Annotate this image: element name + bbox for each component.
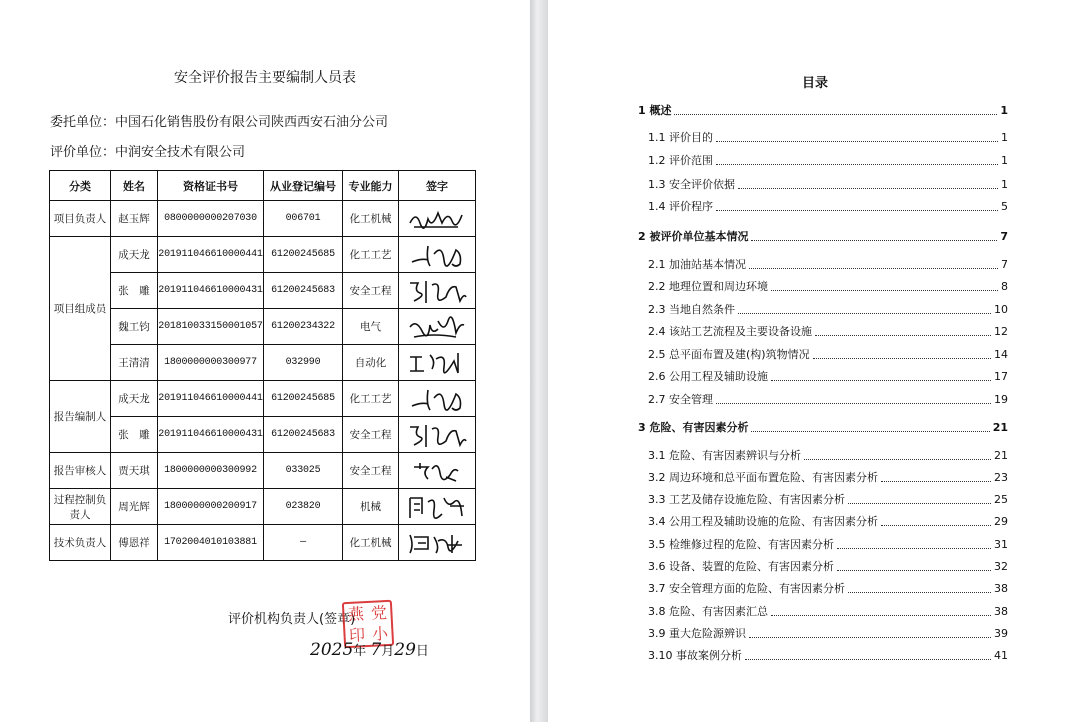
table-row: [50, 417, 476, 453]
date-year-unit: 年: [353, 644, 367, 659]
name-cell: 傅恩祥: [111, 525, 158, 561]
toc-leader-dots: [881, 468, 991, 482]
skill-cell: 安全工程: [343, 273, 399, 309]
table-row: [50, 489, 476, 525]
signature-cell: [399, 273, 476, 309]
toc-entry-page: 23: [994, 471, 1008, 484]
toc-entry-page: 31: [994, 538, 1008, 551]
toc-chapter-entry[interactable]: [638, 100, 1008, 118]
toc-entry-label: 2.5 总平面布置及建(构)筑物情况: [648, 348, 810, 361]
signature-cell: [399, 453, 476, 489]
name-cell: 贾天琪: [111, 453, 158, 489]
signature-cell: [399, 309, 476, 345]
signature-cell: [399, 237, 476, 273]
category-cell: 项目负责人: [50, 201, 111, 237]
header-signature: 签字: [399, 171, 476, 201]
name-cell: 周光辉: [111, 489, 158, 525]
toc-entry-page: 1: [1001, 154, 1008, 167]
sign-date: [310, 640, 429, 660]
cert-cell: 201911046610000441: [158, 237, 264, 273]
toc-entry-page: 12: [994, 325, 1008, 338]
toc-section-entry[interactable]: [648, 254, 1008, 272]
skill-cell: 化工工艺: [343, 381, 399, 417]
evaluator-label: 评价单位：: [50, 145, 116, 160]
cert-cell: 201911046610000431: [158, 273, 264, 309]
category-cell: 项目组成员: [50, 237, 111, 381]
toc-entry-label: 2.1 加油站基本情况: [648, 258, 746, 271]
toc-section-entry[interactable]: [648, 344, 1008, 362]
toc-leader-dots: [771, 277, 998, 291]
toc-section-entry[interactable]: [648, 556, 1008, 574]
toc-section-entry[interactable]: [648, 321, 1008, 339]
toc-entry-page: 1: [1001, 131, 1008, 144]
toc-leader-dots: [749, 624, 991, 638]
reg-cell: 61200245685: [264, 381, 343, 417]
toc-leader-dots: [738, 300, 991, 314]
toc-entry-page: 1: [1001, 178, 1008, 191]
table-row: [50, 453, 476, 489]
toc-leader-dots: [674, 101, 997, 115]
handwritten-signature: [404, 277, 470, 305]
toc-entry-label: 3.9 重大危险源辨识: [648, 627, 746, 640]
toc-entry-label: 1.1 评价目的: [648, 131, 713, 144]
toc-entry-label: 3.2 周边环境和总平面布置危险、有害因素分析: [648, 471, 878, 484]
toc-leader-dots: [881, 512, 991, 526]
handwritten-signature: [404, 240, 470, 270]
client-value: 中国石化销售股份有限公司陕西西安石油分公司: [115, 115, 389, 130]
toc-entry-page: 5: [1001, 200, 1008, 213]
toc-leader-dots: [804, 446, 991, 460]
name-cell: 赵玉辉: [111, 201, 158, 237]
handwritten-signature: [404, 349, 470, 377]
date-month-unit: 月: [381, 644, 395, 659]
toc-entry-page: 8: [1001, 280, 1008, 293]
skill-cell: 自动化: [343, 345, 399, 381]
category-cell: 报告编制人: [50, 381, 111, 453]
toc-entry-page: 29: [994, 515, 1008, 528]
handwritten-signature: [404, 492, 470, 522]
toc-section-entry[interactable]: [648, 489, 1008, 507]
evaluator-unit-line: [50, 141, 245, 160]
skill-cell: 机械: [343, 489, 399, 525]
page-gutter: [530, 0, 548, 722]
toc-section-entry[interactable]: [648, 601, 1008, 619]
toc-leader-dots: [771, 367, 991, 381]
signature-cell: [399, 201, 476, 237]
toc-leader-dots: [745, 646, 991, 660]
toc-leader-dots: [716, 197, 998, 211]
date-day: 29: [394, 640, 416, 660]
category-cell: 报告审核人: [50, 453, 111, 489]
reg-cell: 006701: [264, 201, 343, 237]
table-row: [50, 525, 476, 561]
reg-cell: 033025: [264, 453, 343, 489]
skill-cell: 化工工艺: [343, 237, 399, 273]
toc-section-entry[interactable]: [648, 645, 1008, 663]
toc-leader-dots: [749, 255, 998, 269]
table-row: [50, 381, 476, 417]
toc-entry-page: 19: [994, 393, 1008, 406]
toc-entry-label: 2.7 安全管理: [648, 393, 713, 406]
stamp-char: 印: [348, 624, 366, 645]
name-cell: 成天龙: [111, 381, 158, 417]
toc-leader-dots: [751, 418, 989, 432]
toc-entry-label: 3.7 安全管理方面的危险、有害因素分析: [648, 582, 845, 595]
toc-leader-dots: [837, 535, 991, 549]
toc-entry-label: 2.4 该站工艺流程及主要设备设施: [648, 325, 812, 338]
toc-entry-page: 7: [1000, 230, 1008, 243]
staff-table-title: 安全评价报告主要编制人员表: [174, 70, 356, 86]
table-row: [50, 345, 476, 381]
skill-cell: 电气: [343, 309, 399, 345]
header-category: 分类: [50, 171, 111, 201]
toc-section-entry[interactable]: [648, 578, 1008, 596]
toc-section-entry[interactable]: [648, 174, 1008, 192]
toc-entry-page: 17: [994, 370, 1008, 383]
skill-cell: 安全工程: [343, 417, 399, 453]
table-row: [50, 201, 476, 237]
toc-entry-page: 14: [994, 348, 1008, 361]
handwritten-signature: [404, 457, 470, 485]
toc-entry-label: 3.3 工艺及储存设施危险、有害因素分析: [648, 493, 845, 506]
toc-section-entry[interactable]: [648, 467, 1008, 485]
reg-cell: 61200245683: [264, 417, 343, 453]
category-cell: 技术负责人: [50, 525, 111, 561]
name-cell: 魏工钧: [111, 309, 158, 345]
toc-section-entry[interactable]: [648, 150, 1008, 168]
table-row: [50, 273, 476, 309]
toc-entry-label: 3.4 公用工程及辅助设施的危险、有害因素分析: [648, 515, 878, 528]
toc-section-entry[interactable]: [648, 511, 1008, 529]
staff-table: [49, 170, 476, 561]
stamp-char: 小: [371, 623, 389, 644]
name-cell: 张 雕: [111, 273, 158, 309]
table-row: [50, 237, 476, 273]
toc-entry-label: 2 被评价单位基本情况: [638, 230, 749, 243]
cert-cell: 1800000000300977: [158, 345, 264, 381]
evaluator-value: 中润安全技术有限公司: [115, 145, 246, 160]
header-reg: 从业登记编号: [264, 171, 343, 201]
toc-section-entry[interactable]: [648, 127, 1008, 145]
toc-entry-page: 38: [994, 582, 1008, 595]
toc-entry-label: 3.8 危险、有害因素汇总: [648, 605, 768, 618]
header-cert: 资格证书号: [158, 171, 264, 201]
handwritten-signature: [404, 205, 470, 233]
client-label: 委托单位：: [50, 115, 116, 130]
toc-section-entry[interactable]: [648, 366, 1008, 384]
toc-section-entry[interactable]: [648, 623, 1008, 641]
toc-entry-page: 1: [1000, 104, 1008, 117]
cert-cell: 1800000000200917: [158, 489, 264, 525]
staff-table-header: [50, 171, 476, 201]
toc-entry-label: 3.1 危险、有害因素辨识与分析: [648, 449, 801, 462]
toc-entry-page: 7: [1001, 258, 1008, 271]
toc-entry-page: 21: [992, 421, 1008, 434]
date-year: 2025: [310, 640, 354, 660]
toc-section-entry[interactable]: [648, 534, 1008, 552]
skill-cell: 化工机械: [343, 525, 399, 561]
toc-leader-dots: [837, 557, 991, 571]
toc-entry-page: 10: [994, 303, 1008, 316]
reg-cell: 61200245683: [264, 273, 343, 309]
toc-entry-label: 2.2 地理位置和周边环境: [648, 280, 768, 293]
reg-cell: 61200245685: [264, 237, 343, 273]
cert-cell: 1800000000300992: [158, 453, 264, 489]
toc-entry-page: 38: [994, 605, 1008, 618]
toc-entry-page: 41: [994, 649, 1008, 662]
toc-section-entry[interactable]: [648, 299, 1008, 317]
header-skill: 专业能力: [343, 171, 399, 201]
client-unit-line: [50, 111, 388, 130]
skill-cell: 安全工程: [343, 453, 399, 489]
toc-leader-dots: [848, 490, 991, 504]
toc-leader-dots: [815, 322, 991, 336]
table-row: [50, 309, 476, 345]
date-day-unit: 日: [415, 644, 429, 659]
toc-entry-label: 1 概述: [638, 104, 672, 117]
toc-entry-page: 25: [994, 493, 1008, 506]
header-name: 姓名: [111, 171, 158, 201]
toc-entry-label: 3.5 检维修过程的危险、有害因素分析: [648, 538, 834, 551]
toc-leader-dots: [813, 345, 991, 359]
name-cell: 张 雕: [111, 417, 158, 453]
toc-title: 目录: [801, 76, 828, 91]
toc-entry-page: 39: [994, 627, 1008, 640]
stamp-char: 党: [370, 602, 388, 623]
toc-leader-dots: [848, 579, 991, 593]
toc-entry-label: 1.3 安全评价依据: [648, 178, 735, 191]
toc-entry-label: 2.3 当地自然条件: [648, 303, 735, 316]
toc-section-entry[interactable]: [648, 445, 1008, 463]
cert-cell: 0800000000207030: [158, 201, 264, 237]
reg-cell: —: [264, 525, 343, 561]
cert-cell: 201810033150001057: [158, 309, 264, 345]
toc-entry-label: 2.6 公用工程及辅助设施: [648, 370, 768, 383]
toc-entry-label: 3 危险、有害因素分析: [638, 421, 749, 434]
cert-cell: 201911046610000441: [158, 381, 264, 417]
toc-entry-page: 32: [994, 560, 1008, 573]
toc-section-entry[interactable]: [648, 389, 1008, 407]
toc-leader-dots: [771, 602, 991, 616]
toc-entry-label: 3.10 事故案例分析: [648, 649, 742, 662]
toc-entry-page: 21: [994, 449, 1008, 462]
date-month: 7: [370, 640, 382, 660]
handwritten-signature: [404, 529, 470, 557]
toc-leader-dots: [738, 175, 998, 189]
handwritten-signature: [404, 421, 470, 449]
category-cell: 过程控制负责人: [50, 489, 111, 525]
signature-cell: [399, 345, 476, 381]
cert-cell: 1702004010103881: [158, 525, 264, 561]
handwritten-signature: [404, 313, 470, 341]
reg-cell: 61200234322: [264, 309, 343, 345]
signature-cell: [399, 489, 476, 525]
stamp-char: 燕: [347, 603, 365, 624]
toc-section-entry[interactable]: [648, 276, 1008, 294]
toc-entry-label: 3.6 设备、装置的危险、有害因素分析: [648, 560, 834, 573]
reg-cell: 023820: [264, 489, 343, 525]
toc-chapter-entry[interactable]: [638, 417, 1008, 435]
signature-cell: [399, 381, 476, 417]
handwritten-signature: [404, 384, 470, 414]
toc-leader-dots: [751, 227, 997, 241]
toc-leader-dots: [716, 390, 991, 404]
toc-leader-dots: [716, 128, 998, 142]
toc-entry-label: 1.4 评价程序: [648, 200, 713, 213]
signature-label: 评价机构负责人(签章): [228, 612, 356, 627]
toc-entry-label: 1.2 评价范围: [648, 154, 713, 167]
name-cell: 成天龙: [111, 237, 158, 273]
toc-chapter-entry[interactable]: [638, 226, 1008, 244]
cert-cell: 201911046610000431: [158, 417, 264, 453]
toc-leader-dots: [716, 151, 998, 165]
signature-cell: [399, 417, 476, 453]
name-cell: 王清清: [111, 345, 158, 381]
reg-cell: 032990: [264, 345, 343, 381]
toc-section-entry[interactable]: [648, 196, 1008, 214]
signature-cell: [399, 525, 476, 561]
skill-cell: 化工机械: [343, 201, 399, 237]
